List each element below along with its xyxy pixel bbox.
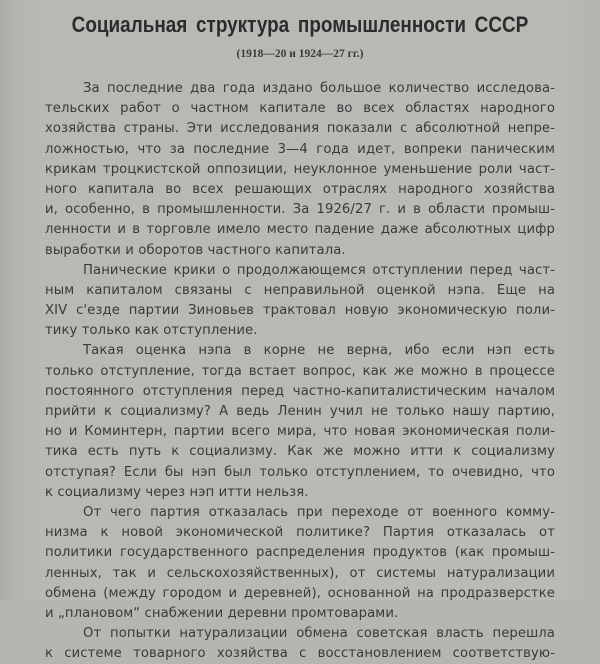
text-line: Панические крики о продолжающемся отступлении перед част- [83,262,555,278]
text-line: прийти к социализму? А ведь Ленин учил не только нашу партию, [45,404,555,419]
text-line: к социализму через нэп итти нельзя. [45,484,309,500]
text-line: ным капиталом связаны с неправильной оценкой нэпа. Еще на [45,282,555,298]
paragraph [45,79,555,261]
text-line: и „плановом“ снабжении деревни промтоварами. [45,605,399,621]
text-line: ленных, так и сельскохозяйственных), от системы натурализации [45,565,555,581]
text-line: низма к новой экономической политике? Партия отказалась от [45,525,555,541]
text-line: ленности и в торговле имело место падение даже абсолютных цифр [45,222,555,238]
paragraph [45,503,555,624]
text-line: крикам троцкистской оппозиции, неуклонное уменьшение роли част- [45,161,555,177]
text-line: От чего партия отказалась при переходе от военного комму- [83,504,555,520]
text-line: постоянного отступления перед частно-капиталистическим началом [45,383,555,399]
page-title: Социальная структура промышленности СССР [71,12,529,37]
text-line: тельских работ о частном капитале во всех областях народного [45,101,555,117]
paragraph [45,341,555,503]
text-line: тика есть путь к социализму. Как же можно итти к социализму [45,444,555,460]
text-line: выработки и оборотов частного капитала. [45,242,346,258]
text-line: только отступление, тогда встает вопрос, как же можно в процессе [45,363,555,379]
paragraph [45,624,555,664]
text-line: тику только как отступление. [45,323,258,339]
text-line: Такая оценка нэпа в корне не верна, ибо если нэп есть [83,343,555,359]
text-line: От попытки натурализации обмена советская власть перешла [83,626,555,642]
text-line: и, особенно, в промышленности. За 1926/27 г. и в области промыш- [45,202,555,218]
paragraph [45,261,555,342]
text-line: XIV с'езде партии Зиновьев трактовал новую экономическую поли- [45,303,555,319]
text-line: За последние два года издано большое количество исследова- [83,81,555,96]
text-line: хозяйства страны. Эти исследования показали с абсолютной непре- [45,121,555,137]
text-line: обмена (между городом и деревней), основанной на продразверстке [45,585,555,601]
text-line: политики государственного распределения продуктов (как промыш- [45,545,555,561]
text-line: но и Коминтерн, партии всего мира, что новая экономическая поли- [45,424,555,440]
page-subtitle-dates: (1918—20 и 1924—27 гг.) [236,48,364,60]
text-line: ложностью, что за последние 3—4 года идет, вопреки паническим [45,141,555,157]
body-text [45,79,555,664]
text-line: отступая? Если бы нэп был только отступлением, то очевидно, что [45,464,555,480]
text-line: к системе товарного хозяйства с восстановлением соответствую- [45,646,555,662]
text-line: ного капитала во всех решающих отраслях народного хозяйства [45,181,555,197]
